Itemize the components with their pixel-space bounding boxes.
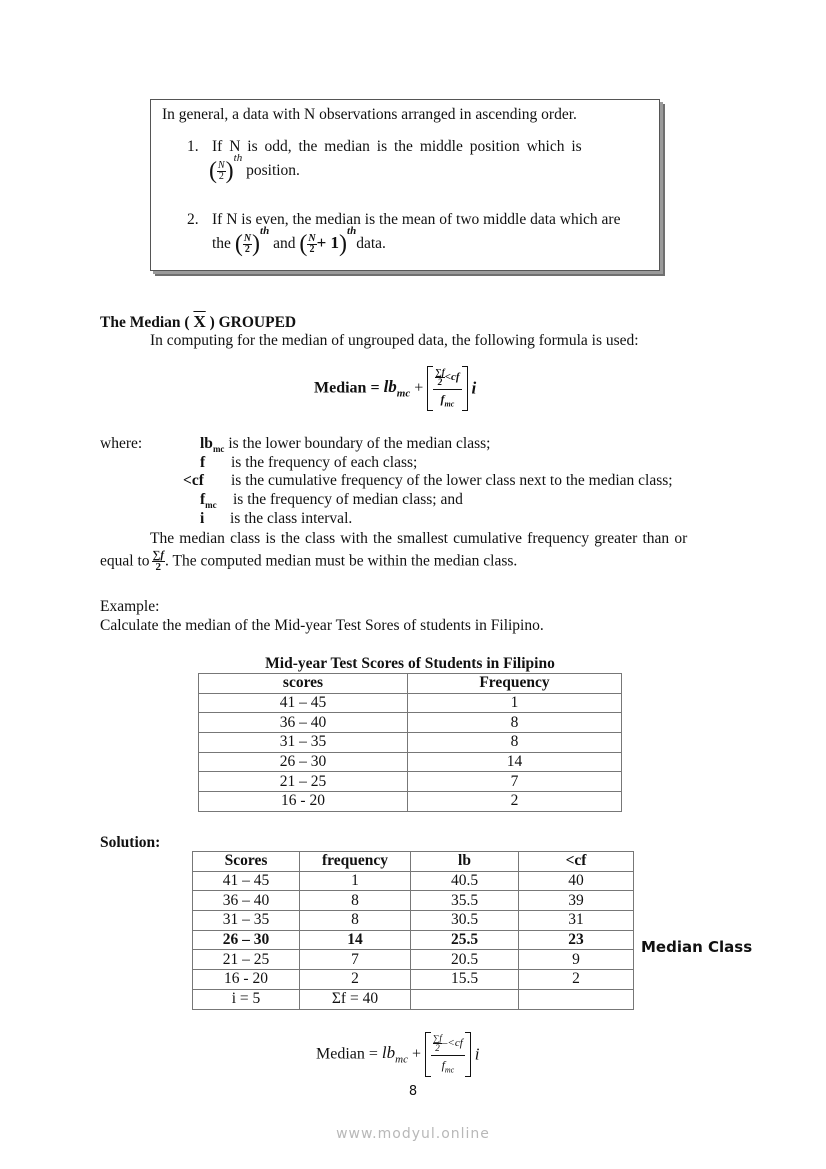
rule-2-formula: the ( $\frac{N}{2}$ )$^{th}$ and ( $\frac{N}{2}$ + 1)$^{th}$data. (212, 225, 386, 257)
rule-2-number: 2. (187, 211, 199, 228)
header-scores: scores (199, 674, 408, 694)
median-rule-box (150, 99, 660, 271)
example-table-title: Mid-year Test Scores of Students in Filipino (265, 655, 555, 672)
solution-label: Solution: (100, 834, 161, 851)
section-intro: In computing for the median of ungrouped data, the following formula is used: (150, 332, 639, 349)
def-cf-symbol: <cf (183, 472, 204, 489)
def-lb-mc: $lb_{mc}$ is the lower boundary of the median class; (200, 435, 491, 455)
table-row: 36 – 40 8 (199, 713, 622, 733)
x-bar-symbol: $\overline{X}$ (193, 312, 206, 331)
median-formula: Median = $lb_{mc}$ + $\frac{\sum f}{2}<cf$ $f_{mc}$ i (314, 366, 476, 411)
def-fmc-text: is the frequency of median class; and (233, 491, 463, 508)
median-class-explanation-2: equal to $\frac{\sum f}{2}$ . The computed median must be within the median class. (100, 549, 518, 573)
n-over-2-fraction: $\frac{N}{2}$ (218, 160, 225, 182)
rule-1-number: 1. (187, 138, 199, 155)
header-frequency: Frequency (408, 674, 622, 694)
rule-1-text: If N is odd, the median is the middle position which is (212, 138, 582, 155)
table-row: 21 – 25 7 20.5 9 (193, 950, 634, 970)
table-row: 16 - 20 2 15.5 2 (193, 970, 634, 990)
median-class-explanation-1: The median class is the class with the smallest cumulative frequency greater than or (150, 530, 688, 547)
table-row: 31 – 35 8 30.5 31 (193, 911, 634, 931)
table-row: 16 - 20 2 (199, 792, 622, 812)
def-cf-text: is the cumulative frequency of the lower class next to the median class; (231, 472, 673, 489)
def-fmc-symbol: $f_{mc}$ (200, 491, 217, 511)
rule-1-formula: ( $\frac{N}{2}$ )$^{th}$ position. (209, 152, 300, 184)
median-class-row: 26 – 30 14 25.5 23 (193, 930, 634, 950)
page-number: 8 (408, 1084, 418, 1099)
example-prompt: Calculate the median of the Mid-year Test Sores of students in Filipino. (100, 617, 544, 634)
rule-1-position: position. (246, 162, 300, 180)
box-intro: In general, a data with N observations arranged in ascending order. (162, 106, 577, 123)
median-class-annotation: Median Class (641, 938, 753, 956)
table-row: 41 – 45 1 40.5 40 (193, 871, 634, 891)
table-header-row: Scores frequency lb <cf (193, 852, 634, 872)
table-row: 41 – 45 1 (199, 693, 622, 713)
table-row: 31 – 35 8 (199, 733, 622, 753)
table-summary-row: i = 5 Σf = 40 (193, 989, 634, 1009)
def-f-symbol: f (200, 454, 206, 471)
def-f-text: is the frequency of each class; (231, 454, 418, 471)
watermark: www.modyul.online (336, 1126, 490, 1142)
table-row: 36 – 40 8 35.5 39 (193, 891, 634, 911)
table-row: 26 – 30 14 (199, 752, 622, 772)
table-row: 21 – 25 7 (199, 772, 622, 792)
section-heading: The Median ( $\overline{X}$ ) GROUPED (100, 312, 297, 331)
def-i-symbol: i (200, 510, 205, 527)
solution-table (192, 851, 634, 1010)
rule-2-text: If N is even, the median is the mean of two middle data which are (212, 211, 621, 228)
median-formula-applied: Median = $lb_{mc}$ + $\frac{\sum f}{2}-<cf$ $f_{mc}$ i (316, 1032, 480, 1077)
example-label: Example: (100, 598, 160, 615)
def-i-text: is the class interval. (230, 510, 353, 527)
table-header-row (199, 674, 622, 694)
example-frequency-table (198, 673, 622, 812)
where-label: where: (100, 435, 143, 452)
